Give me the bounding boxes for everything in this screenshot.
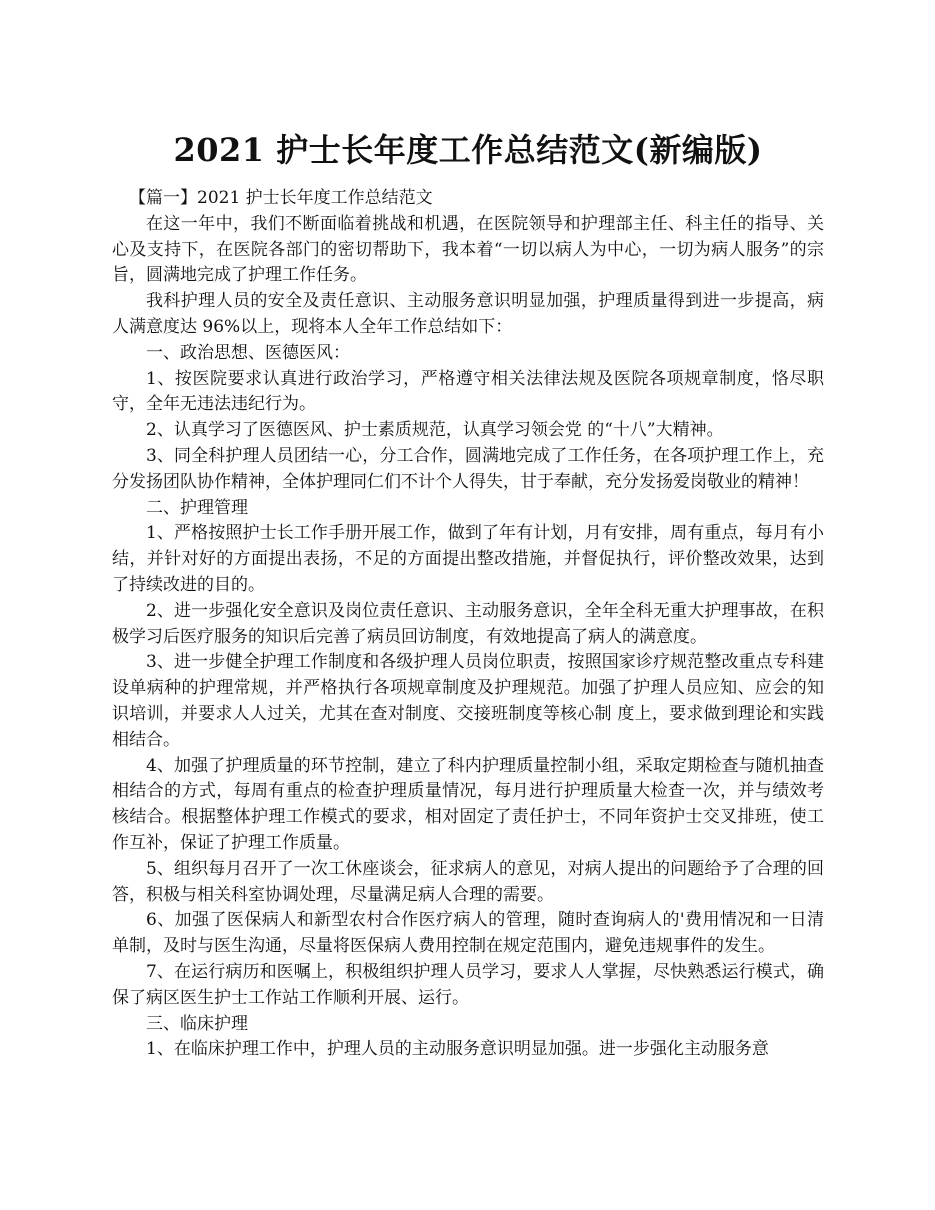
body-paragraph: 3、进一步健全护理工作制度和各级护理人员岗位职责，按照国家诊疗规范整改重点专科建设单病种的护理常规，并严格执行各项规章制度及护理规范。加强了护理人员应知、应会的知识培训，并要求人人过关，尤其在查对制度、交接班制度等核心制 度上，要求做到理论和实践相结合。 — [112, 652, 824, 750]
document-title: 2021 护士长年度工作总结范文(新编版) — [173, 131, 763, 169]
body-paragraph: 1、按医院要求认真进行政治学习，严格遵守相关法律法规及医院各项规章制度，恪尽职守，全年无违法违纪行为。 — [112, 368, 824, 415]
document-body — [112, 186, 824, 1063]
body-paragraph: 6、加强了医保病人和新型农村合作医疗病人的管理，随时查询病人的'费用情况和一日清单制，及时与医生沟通，尽量将医保病人费用控制在规定范围内，避免违规事件的发生。 — [112, 910, 824, 957]
body-paragraph: 2、认真学习了医德医风、护士素质规范，认真学习领会党 的“十八”大精神。 — [146, 420, 724, 441]
body-paragraph: 1、严格按照护士长工作手册开展工作，做到了年有计划，月有安排，周有重点，每月有小结，并针对好的方面提出表扬，不足的方面提出整改措施，并督促执行，评价整改效果，达到了持续改进的目的。 — [112, 523, 824, 595]
body-paragraph: 我科护理人员的安全及责任意识、主动服务意识明显加强，护理质量得到进一步提高，病人满意度达 96%以上，现将本人全年工作总结如下： — [112, 291, 824, 337]
body-paragraph: 1、在临床护理工作中，护理人员的主动服务意识明显加强。进一步强化主动服务意 — [146, 1039, 769, 1060]
section-heading: 一、政治思想、医德医风： — [146, 342, 350, 363]
body-paragraph: 在这一年中，我们不断面临着挑战和机遇，在医院领导和护理部主任、科主任的指导、关心及支持下，在医院各部门的密切帮助下，我本着“一切以病人为中心，一切为病人服务”的宗旨，圆满地完成了护理工作任务。 — [112, 213, 824, 286]
body-paragraph: 2、进一步强化安全意识及岗位责任意识、主动服务意识，全年全科无重大护理事故，在积极学习后医疗服务的知识后完善了病员回访制度，有效地提高了病人的满意度。 — [112, 600, 824, 647]
body-paragraph: 7、在运行病历和医嘱上，积极组织护理人员学习，要求人人掌握，尽快熟悉运行模式，确保了病区医生护士工作站工作顺利开展、运行。 — [112, 961, 824, 1008]
document-page — [112, 128, 824, 1063]
section-heading: 三、临床护理 — [146, 1013, 248, 1034]
section-heading: 【篇一】2021 护士长年度工作总结范文 — [129, 188, 433, 208]
body-paragraph: 5、组织每月召开了一次工休座谈会，征求病人的意见，对病人提出的问题给予了合理的回答，积极与相关科室协调处理，尽量满足病人合理的需要。 — [112, 858, 824, 905]
body-paragraph: 4、加强了护理质量的环节控制，建立了科内护理质量控制小组，采取定期检查与随机抽查相结合的方式，每周有重点的检查护理质量情况，每月进行护理质量大检查一次，并与绩效考核结合。根据整体护理工作模式的要求，相对固定了责任护士，不同年资护士交叉排班，使工作互补，保证了护理工作质量。 — [112, 755, 824, 853]
body-paragraph: 3、同全科护理人员团结一心，分工合作，圆满地完成了工作任务，在各项护理工作上，充分发扬团队协作精神，全体护理同仁们不计个人得失，甘于奉献，充分发扬爱岗敬业的精神！ — [112, 445, 824, 492]
section-heading: 二、护理管理 — [146, 497, 248, 518]
